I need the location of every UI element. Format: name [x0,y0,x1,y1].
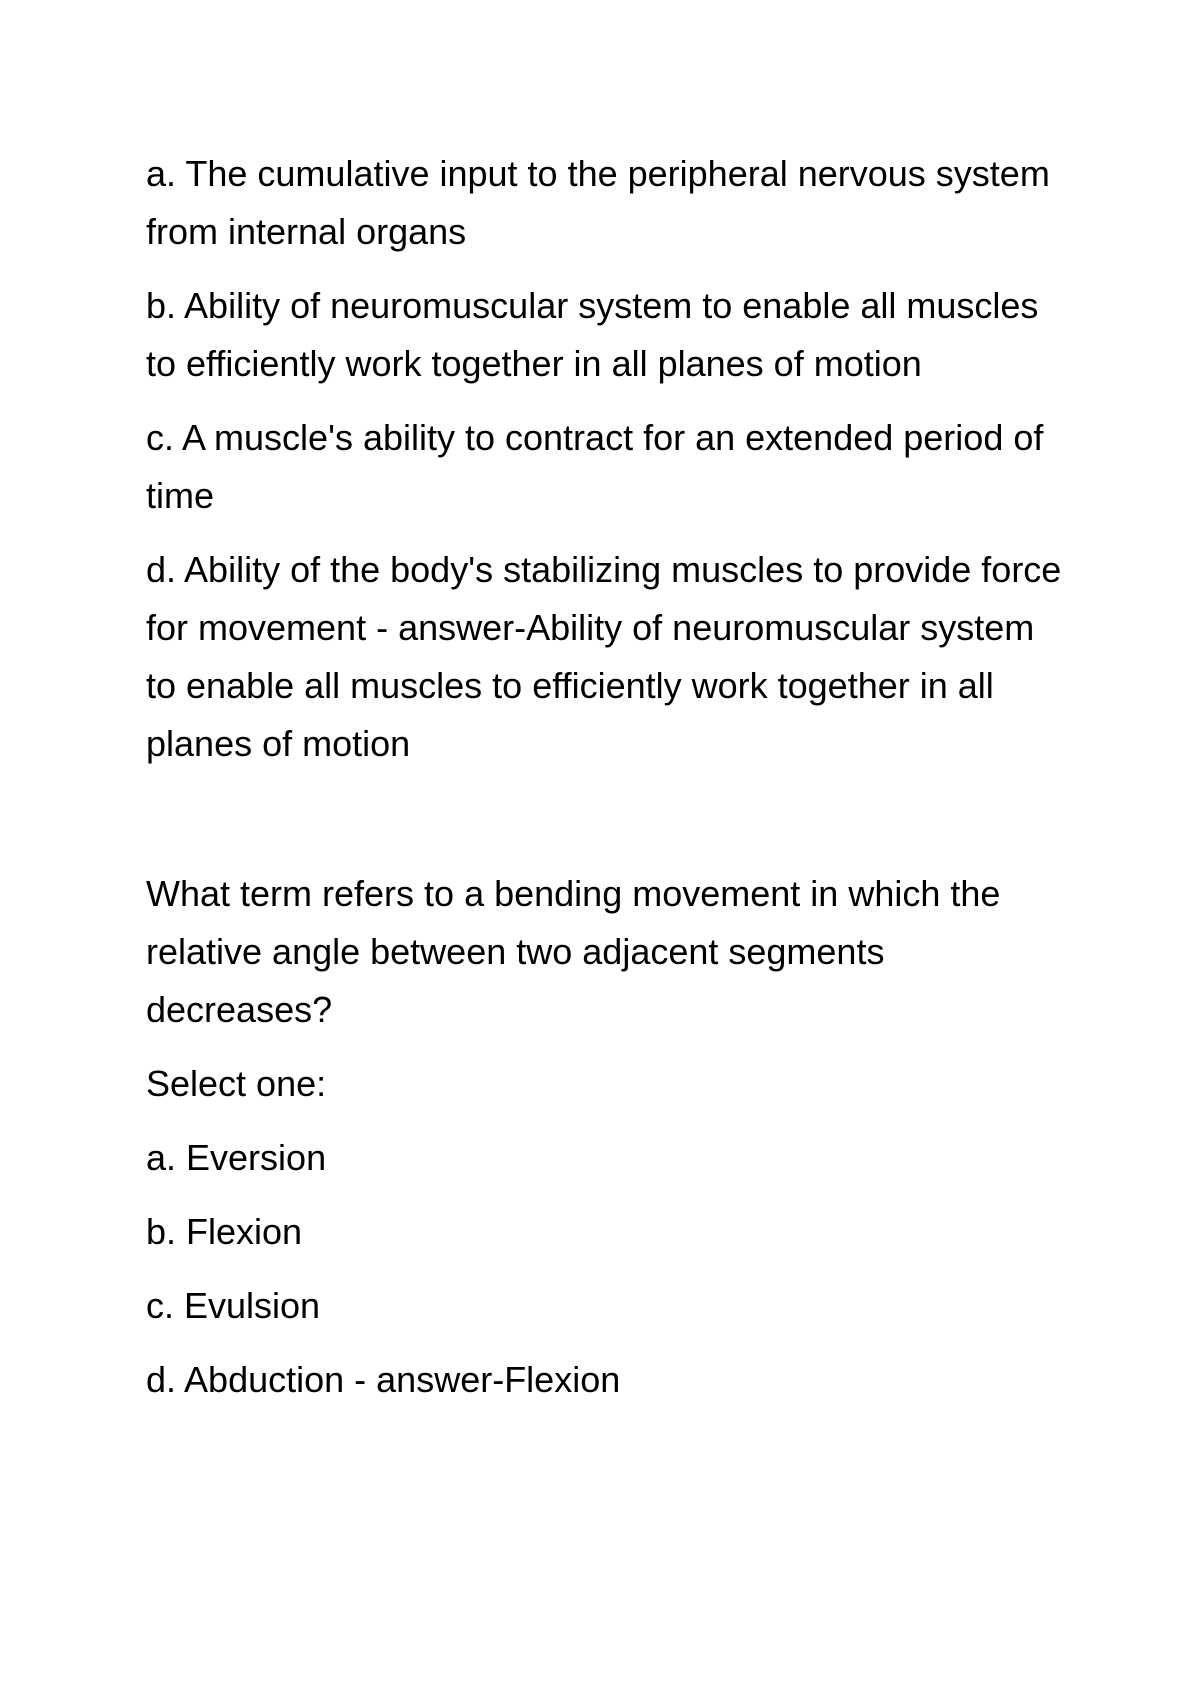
option-b: b. Flexion [146,1211,303,1252]
question-text: What term refers to a bending movement in which the relative angle between two adjacent segments decreases? [146,873,1001,1030]
prev-option-d-with-answer: d. Ability of the body's stabilizing muscles to provide force for movement - answer-Ability of neuromuscular system to enable all muscles to efficiently work together in all planes of motion [146,549,1062,764]
section-spacer [146,789,1066,865]
page-content [146,145,1066,1425]
prev-option-a: a. The cumulative input to the peripheral nervous system from internal organs [146,153,1050,252]
option-c: c. Evulsion [146,1285,321,1326]
option-d-with-answer: d. Abduction - answer-Flexion [146,1359,621,1400]
option-a: a. Eversion [146,1137,327,1178]
prev-option-c: c. A muscle's ability to contract for an extended period of time [146,417,1044,516]
select-instruction: Select one: [146,1063,327,1104]
prev-option-b: b. Ability of neuromuscular system to enable all muscles to efficiently work together in all planes of motion [146,285,1039,384]
